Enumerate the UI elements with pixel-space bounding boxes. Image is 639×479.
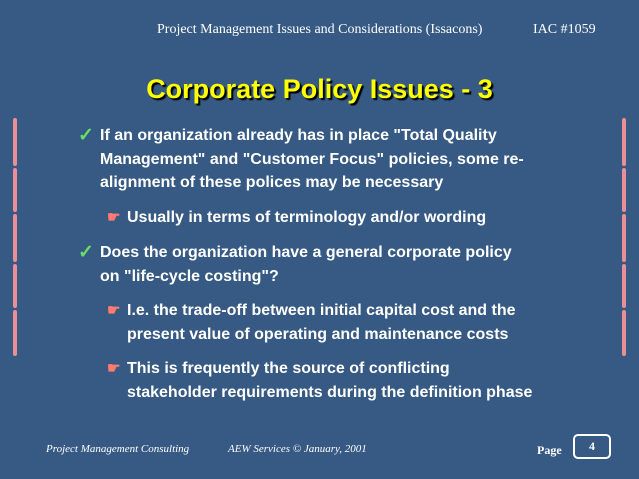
left-accent-bar	[13, 214, 17, 262]
bullet-item	[78, 124, 600, 195]
footer-copyright: AEW Services © January, 2001	[228, 443, 367, 455]
sub-bullet-line: stakeholder requirements during the definition phase	[127, 383, 533, 401]
sub-bullet-item	[107, 206, 607, 230]
sub-bullet-line: present value of operating and maintenance costs	[127, 325, 509, 343]
bullet-line: on "life-cycle costing"?	[100, 267, 279, 285]
page-number: 4	[589, 439, 595, 453]
header-course-code: IAC #1059	[533, 22, 596, 37]
sub-bullet-item	[107, 357, 607, 404]
right-accent-bar	[622, 214, 626, 262]
bullet-line: alignment of these polices may be necessary	[100, 174, 444, 191]
page-number-box	[573, 434, 611, 459]
right-accent-bar	[622, 264, 626, 308]
pointing-hand-icon: ☛	[107, 209, 121, 226]
sub-bullet-line: Usually in terms of terminology and/or wording	[127, 209, 487, 226]
pointing-hand-icon: ☛	[107, 360, 121, 377]
right-accent-bar	[622, 118, 626, 166]
right-accent-bar	[622, 168, 626, 212]
slide-title: Corporate Policy Issues - 3	[146, 74, 493, 104]
sub-bullet-line: I.e. the trade-off between initial capital cost and the	[127, 302, 516, 319]
footer-company: Project Management Consulting	[46, 443, 190, 455]
page-label: Page	[537, 443, 562, 457]
pointing-hand-icon: ☛	[107, 302, 121, 319]
bullet-line: Does the organization have a general corporate policy	[100, 244, 512, 261]
bullet-item	[78, 241, 600, 288]
checkmark-icon: ✓	[78, 125, 94, 146]
header-course-title: Project Management Issues and Considerations (Issacons)	[157, 22, 483, 37]
checkmark-icon: ✓	[78, 242, 94, 263]
bullet-line: Management" and "Customer Focus" policies, some re-	[100, 150, 524, 168]
sub-bullet-line: This is frequently the source of conflicting	[127, 360, 450, 377]
left-accent-bar	[13, 264, 17, 308]
bullet-line: If an organization already has in place "Total Quality	[100, 127, 497, 144]
left-accent-bar	[13, 168, 17, 212]
left-accent-bar	[13, 310, 17, 356]
sub-bullet-item	[107, 299, 607, 346]
left-accent-bar	[13, 118, 17, 166]
right-accent-bar	[622, 310, 626, 356]
